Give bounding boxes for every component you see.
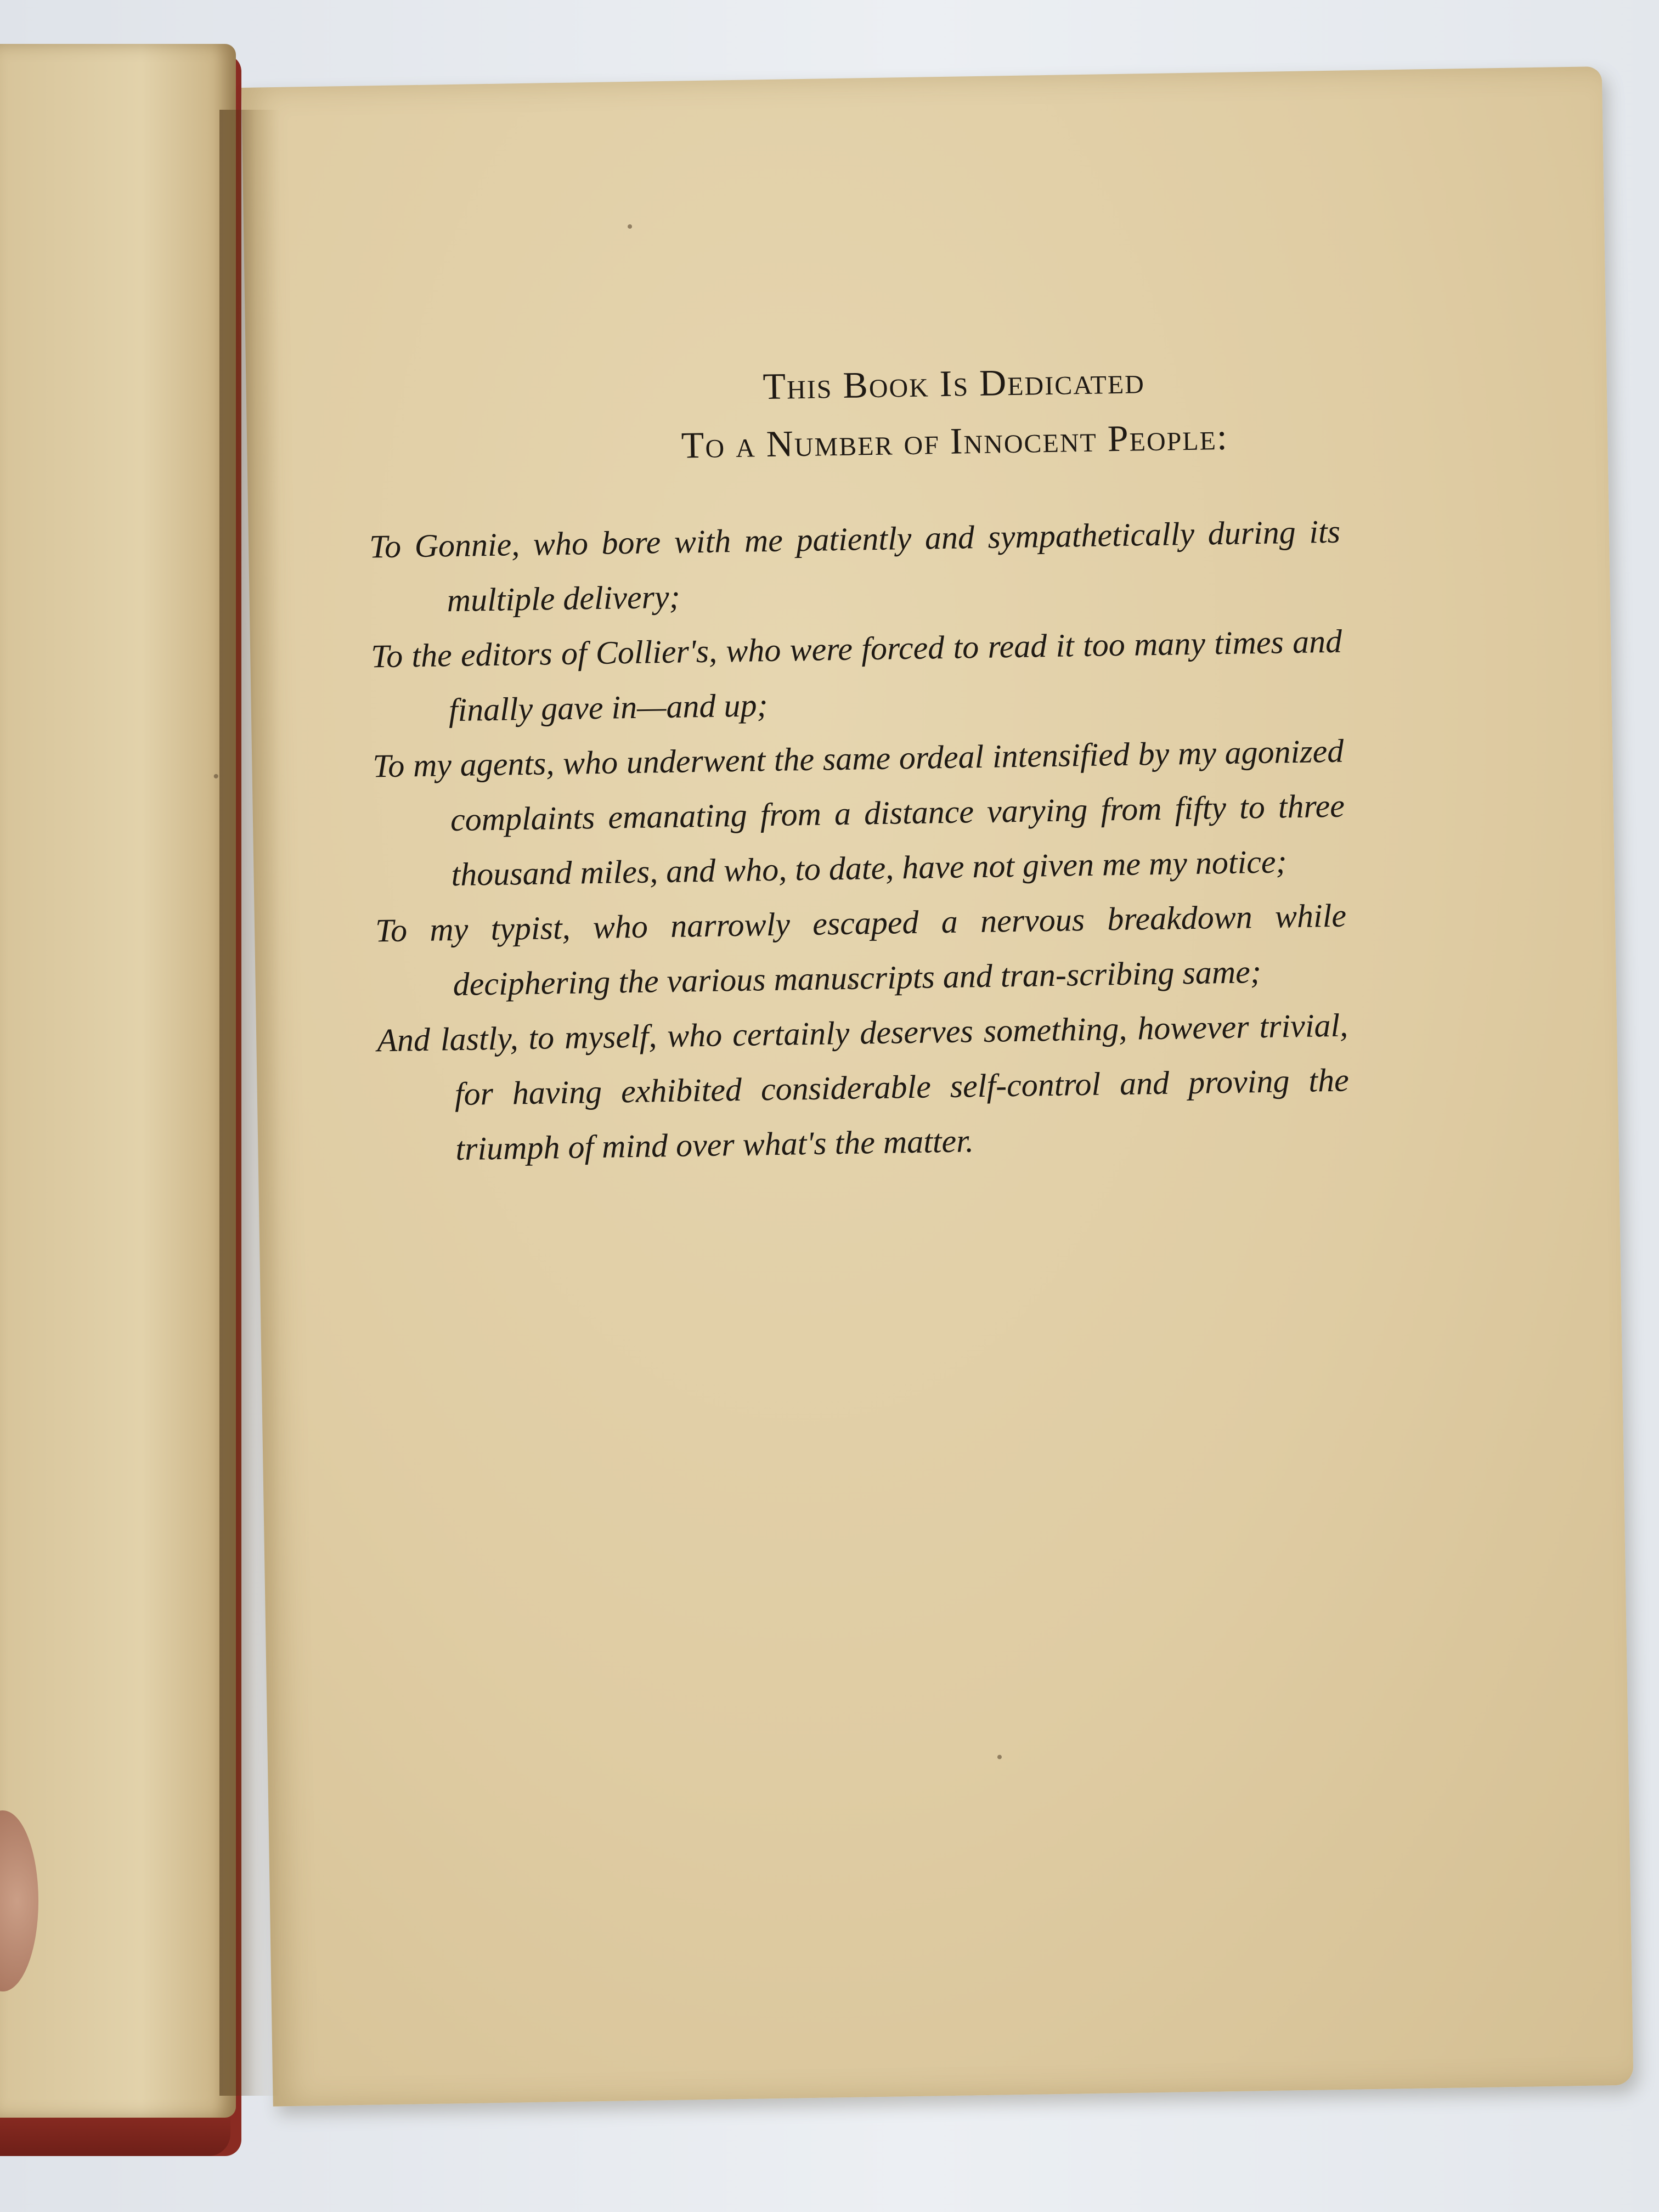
paper-speck — [997, 1755, 1002, 1759]
dedication-entry-typist: To my typist, who narrowly escaped a nervous breakdown while deciphering the various manuscripts and tran-scribing same; — [375, 897, 1347, 1003]
dedication-heading-line-2: To a Number of Innocent People: — [681, 415, 1229, 466]
flyleaf-page — [0, 44, 236, 2118]
dedication-heading-line-1: This Book Is Dedicated — [762, 359, 1146, 408]
dedication-list — [369, 504, 1350, 1178]
paper-speck — [214, 774, 218, 778]
dedication-entry-agents: To my agents, who underwent the same ordeal intensified by my agonized complaints emanating from a distance varying from fifty to three thousand miles, and who, to date, have not given me my notice; — [372, 732, 1345, 893]
paper-speck — [628, 224, 632, 229]
dedication-entry-gonnie: To Gonnie, who bore with me patiently and sympathetically during its multiple delivery; — [369, 513, 1341, 619]
dedication-entry-editors: To the editors of Collier's, who were forced to read it too many times and finally gave in—and up; — [370, 623, 1342, 729]
dedication-entry-self: And lastly, to myself, who certainly deserves something, however trivial, for having exhibited considerable self-control and proving the triumph of mind over what's the matter. — [376, 1007, 1350, 1167]
page-gutter-shadow — [219, 110, 280, 2096]
dedication-page — [241, 66, 1633, 2107]
